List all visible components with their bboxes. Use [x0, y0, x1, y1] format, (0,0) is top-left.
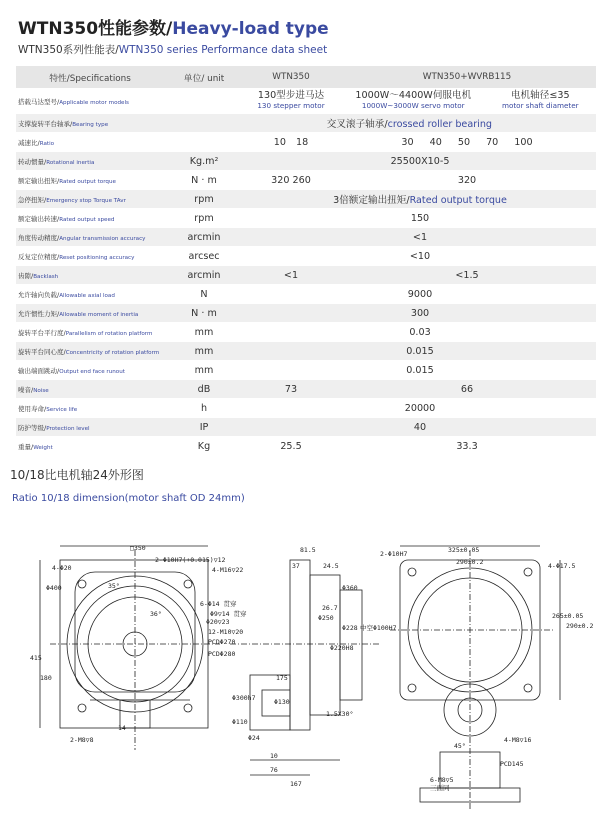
dimension-label: Φ9▽14 贯穿	[210, 610, 247, 618]
motor-zh: 1000W～4400W伺服电机	[355, 90, 472, 101]
value-text: 25500X10-5	[390, 155, 450, 167]
dimension-label: 1.5X30°	[326, 710, 354, 718]
dimension-label: 81.5	[300, 546, 316, 554]
right-view-labels	[380, 546, 593, 792]
table-row	[16, 114, 596, 133]
dimension-label: PCDΦ270	[208, 638, 236, 646]
header-col1: WTN350	[244, 66, 338, 89]
table-row	[16, 133, 596, 152]
spec-label-en: Rated output torque	[59, 178, 116, 185]
spec-label-en: Backlash	[33, 273, 59, 280]
spec-label-en: Ratio	[39, 140, 55, 147]
dimension-label: Φ250	[318, 614, 334, 622]
spec-label	[16, 342, 164, 361]
spec-label	[16, 247, 164, 266]
spec-label-en: Output end face runout	[59, 368, 125, 375]
spec-unit: h	[164, 399, 244, 418]
spec-value	[244, 247, 596, 266]
ratio-value: 100	[514, 136, 533, 148]
title-zh: WTN350性能参数/	[18, 19, 173, 39]
dimension-label: PCDΦ280	[208, 650, 236, 658]
spec-label	[16, 285, 164, 304]
spec-value	[244, 323, 596, 342]
spec-label	[16, 152, 164, 171]
subtitle-zh: WTN350系列性能表/	[18, 44, 119, 56]
spec-value	[244, 399, 596, 418]
value-text: 交叉滚子轴承/	[326, 119, 388, 130]
spec-label-zh: 减速比/	[18, 138, 40, 147]
spec-label	[16, 361, 164, 380]
section-title: 10/18比电机轴24外形图	[10, 468, 144, 482]
dimension-label: □350	[130, 544, 146, 552]
ratio-value: 10	[273, 136, 286, 148]
spec-label-en: Bearing type	[72, 121, 109, 128]
value-wtn350: 320 260	[244, 171, 338, 190]
spec-value	[244, 114, 596, 133]
dimension-label: 4-Φ17.5	[548, 562, 576, 570]
dimension-label: Φ20▽23	[206, 618, 230, 626]
spec-label	[16, 209, 164, 228]
dimension-label: 36°	[150, 610, 162, 618]
motor-en: motor shaft diameter	[501, 101, 579, 110]
dimension-label: 6-Φ14 贯穿	[200, 600, 237, 608]
dimension-label: 35°	[108, 582, 120, 590]
dimension-label: 265±0.05	[552, 612, 584, 620]
ratio-value: 18	[296, 136, 309, 148]
dimension-label: 325±0.05	[448, 546, 480, 554]
spec-label	[16, 133, 164, 152]
spec-label	[16, 190, 164, 209]
spec-label	[16, 114, 164, 133]
table-row	[16, 380, 596, 399]
value-wtn350: 25.5	[244, 437, 338, 456]
spec-label-en: Reset positioning accuracy	[59, 254, 135, 261]
table-row	[16, 342, 596, 361]
value-text: 3倍额定输出扭矩/	[333, 195, 410, 206]
spec-label-en: Rotational inertia	[46, 159, 95, 166]
dimension-label: Φ220H8	[330, 644, 354, 652]
spec-label-zh: 搭载马达型号/	[18, 97, 60, 106]
spec-value	[244, 361, 596, 380]
spec-label	[16, 323, 164, 342]
spec-unit: arcsec	[164, 247, 244, 266]
spec-label	[16, 418, 164, 437]
dimension-label: 37	[292, 562, 300, 570]
value-text: <1	[412, 231, 428, 243]
page-subtitle	[18, 42, 327, 57]
right-view	[390, 546, 560, 810]
spec-value	[244, 418, 596, 437]
ratio-value: 30	[401, 136, 414, 148]
dimension-label: 415	[30, 654, 42, 662]
spec-label-zh: 反复定位精度/	[18, 252, 60, 261]
dimension-label: Φ24	[248, 734, 260, 742]
spec-label-en: Noise	[33, 387, 49, 394]
dimension-drawing	[0, 520, 609, 834]
spec-label-zh: 重量/	[18, 442, 34, 451]
spec-value	[244, 152, 596, 171]
value-wtn350-wvrb115	[338, 89, 596, 114]
value-text: 20000	[404, 402, 436, 414]
value-wtn350: 73	[244, 380, 338, 399]
dimension-label: 175	[276, 674, 288, 682]
side-view	[230, 560, 380, 775]
dimension-label: 10	[270, 752, 278, 760]
subtitle-en: WTN350 series Performance data sheet	[118, 44, 328, 56]
spec-value	[244, 209, 596, 228]
value-text: 40	[413, 421, 427, 433]
spec-label-en: Service life	[46, 406, 78, 413]
spec-label	[16, 266, 164, 285]
value-wtn350: <1	[244, 266, 338, 285]
spec-label-zh: 使用寿命/	[18, 404, 47, 413]
dimension-label: 4-M16▽22	[212, 566, 244, 574]
value-wtn350-wvrb115: 33.3	[338, 437, 596, 456]
title-en: Heavy-load type	[172, 19, 329, 39]
spec-value	[244, 228, 596, 247]
performance-table	[16, 66, 596, 456]
spec-label	[16, 89, 164, 114]
ratio-value: 50	[457, 136, 471, 148]
table-row	[16, 89, 596, 114]
spec-label-en: Concentricity of rotation platform	[65, 349, 160, 356]
spec-label-en: Allowable moment of inertia	[59, 311, 139, 318]
dimension-label: 2-Φ10H7(+0.015)▽12	[155, 556, 226, 564]
dimension-label: 45°	[454, 742, 466, 750]
spec-unit: N · m	[164, 304, 244, 323]
value-text: 300	[410, 307, 430, 319]
dimension-label: 6-M8▽5	[430, 776, 454, 784]
dimension-label: 167	[290, 780, 302, 788]
spec-unit: mm	[164, 342, 244, 361]
value-text: 0.015	[406, 364, 434, 376]
spec-label-zh: 齿隙/	[18, 271, 34, 280]
spec-label-zh: 允许惯性力矩/	[18, 309, 60, 318]
spec-label-zh: 转动惯量/	[18, 157, 47, 166]
dimension-label: 26.7	[322, 604, 338, 612]
table-row	[16, 266, 596, 285]
dimension-label: 290±0.2	[456, 558, 484, 566]
spec-unit: mm	[164, 323, 244, 342]
value-text-en: Rated output torque	[409, 195, 507, 206]
dimension-label: 2-Φ10H7	[380, 550, 408, 558]
spec-unit: N · m	[164, 171, 244, 190]
page-title	[18, 14, 329, 39]
spec-unit: arcmin	[164, 266, 244, 285]
value-wtn350-wvrb115: 320	[338, 171, 596, 190]
dimension-label: PCD145	[500, 760, 524, 768]
table-row	[16, 399, 596, 418]
table-row	[16, 285, 596, 304]
spec-value	[244, 342, 596, 361]
table-row	[16, 323, 596, 342]
spec-unit: N	[164, 285, 244, 304]
spec-label	[16, 171, 164, 190]
dimension-label: 中空Φ100H7	[360, 624, 397, 632]
spec-label-en: Protection level	[46, 425, 90, 432]
dimension-label: 12-M10▽20	[208, 628, 244, 636]
motor-en: 130 stepper motor	[257, 101, 325, 110]
table-row	[16, 361, 596, 380]
spec-unit	[164, 133, 244, 152]
spec-label	[16, 380, 164, 399]
motor-zh: 130型步进马达	[257, 90, 325, 101]
spec-label-zh: 输出端面跳动/	[18, 366, 60, 375]
table-row	[16, 304, 596, 323]
spec-value	[244, 285, 596, 304]
value-text: 0.03	[409, 326, 431, 338]
spec-label-zh: 旋转平台同心度/	[18, 347, 66, 356]
table-row	[16, 228, 596, 247]
dimension-label: 24.5	[323, 562, 339, 570]
spec-unit: dB	[164, 380, 244, 399]
spec-label	[16, 304, 164, 323]
spec-label-zh: 允许轴向负载/	[18, 290, 60, 299]
spec-label-en: Rated output speed	[59, 216, 115, 223]
spec-label-zh: 角度传动精度/	[18, 233, 60, 242]
spec-label-zh: 额定输出转速/	[18, 214, 60, 223]
dimension-label: 2-M8▽8	[70, 736, 94, 744]
dimension-label: Φ228	[342, 624, 358, 632]
dimension-label: 76	[270, 766, 278, 774]
spec-label-zh: 噪音/	[18, 385, 34, 394]
front-view	[40, 546, 220, 750]
spec-label-en: Applicable motor models	[59, 99, 129, 106]
table-header-row	[16, 66, 596, 89]
spec-unit: rpm	[164, 209, 244, 228]
spec-unit: rpm	[164, 190, 244, 209]
value-text: 150	[410, 212, 430, 224]
value-wtn350	[244, 133, 338, 152]
section-subtitle: Ratio 10/18 dimension(motor shaft OD 24mm)	[12, 493, 245, 504]
value-text: 9000	[407, 288, 433, 300]
value-text-en: crossed roller bearing	[387, 119, 492, 130]
spec-label-en: Parallelism of rotation platform	[65, 330, 153, 337]
table-row	[16, 152, 596, 171]
table-row	[16, 418, 596, 437]
motor-zh: 电机轴径≤35	[510, 90, 570, 101]
dimension-label: Φ400	[46, 584, 62, 592]
value-wtn350	[244, 89, 338, 114]
table-row	[16, 437, 596, 456]
spec-unit: mm	[164, 361, 244, 380]
value-text: <10	[409, 250, 431, 262]
ratio-value: 40	[429, 136, 442, 148]
value-wtn350-wvrb115: <1.5	[338, 266, 596, 285]
spec-label	[16, 437, 164, 456]
spec-unit: IP	[164, 418, 244, 437]
spec-unit: Kg.m²	[164, 152, 244, 171]
spec-value	[244, 304, 596, 323]
spec-label-zh: 急停扭矩/	[18, 195, 47, 204]
header-spec: 特性/Specifications	[16, 66, 164, 89]
header-col2: WTN350+WVRB115	[338, 66, 596, 89]
dimension-label: 14	[118, 724, 126, 732]
table-row	[16, 190, 596, 209]
spec-label-zh: 额定输出扭矩/	[18, 176, 60, 185]
spec-unit	[164, 114, 244, 133]
dimension-label: 4-Φ20	[52, 564, 72, 572]
table-row	[16, 247, 596, 266]
dimension-label: Φ300h7	[232, 694, 256, 702]
spec-label-zh: 防护等级/	[18, 423, 47, 432]
value-text: 0.015	[406, 345, 434, 357]
dimension-label: Φ110	[232, 718, 248, 726]
value-wtn350-wvrb115: 66	[338, 380, 596, 399]
spec-label-en: Emergency stop Torque TAvr	[46, 197, 126, 204]
value-wtn350-wvrb115	[338, 133, 596, 152]
spec-value	[244, 190, 596, 209]
spec-label	[16, 228, 164, 247]
spec-label-zh: 旋转平台平行度/	[18, 328, 66, 337]
spec-unit	[164, 89, 244, 114]
dimension-label: 三面同	[430, 784, 450, 792]
spec-label-en: Allowable axial load	[59, 292, 115, 299]
dimension-label: 290±0.2	[566, 622, 594, 630]
spec-label-en: Angular transmission accuracy	[59, 235, 146, 242]
dimension-label: 4-M8▽16	[504, 736, 532, 744]
header-unit: 单位/ unit	[164, 66, 244, 89]
table-row	[16, 171, 596, 190]
dimension-label: 180	[40, 674, 52, 682]
dimension-label: Φ130	[274, 698, 290, 706]
spec-unit: arcmin	[164, 228, 244, 247]
dimension-label: Φ360	[342, 584, 358, 592]
spec-label-zh: 支撑旋转平台轴承/	[18, 119, 73, 128]
spec-unit: Kg	[164, 437, 244, 456]
spec-label-en: Weight	[33, 444, 53, 451]
ratio-value: 70	[486, 136, 499, 148]
motor-en: 1000W~3000W servo motor	[361, 101, 465, 110]
table-row	[16, 209, 596, 228]
side-view-labels	[232, 546, 397, 788]
spec-label	[16, 399, 164, 418]
